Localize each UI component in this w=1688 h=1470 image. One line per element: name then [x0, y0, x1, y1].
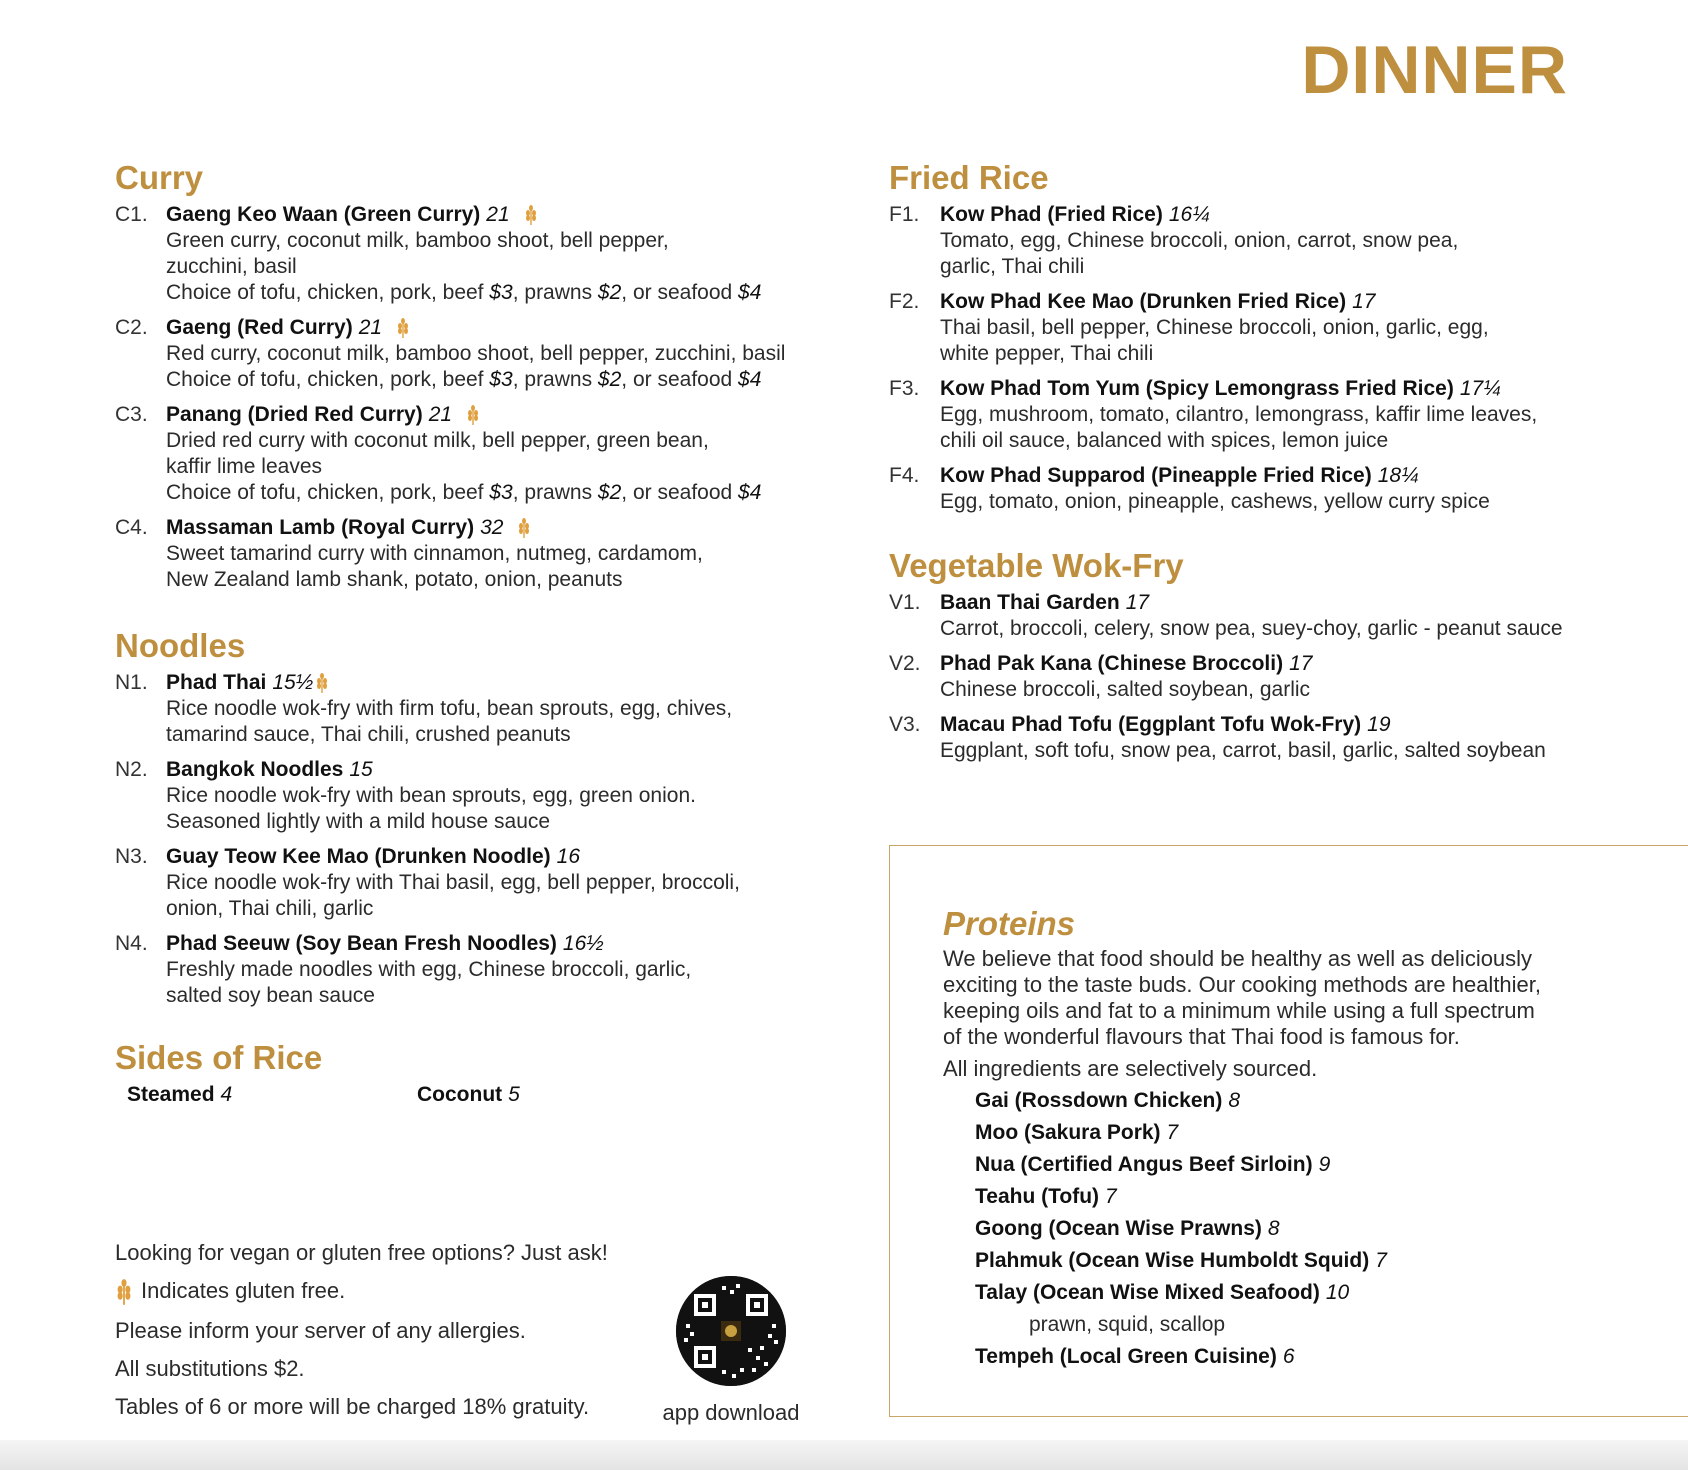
bottom-bar [0, 1440, 1688, 1470]
protein-item: Teahu (Tofu) 7 [975, 1185, 1117, 1208]
notes [115, 1240, 608, 1432]
menu-item [889, 651, 1649, 703]
menu-item [889, 712, 1649, 764]
item-description: zucchini, basil [166, 255, 297, 278]
item-code: V3. [889, 713, 921, 736]
sides-section [115, 1038, 855, 1108]
item-code: N2. [115, 758, 148, 781]
item-code: V2. [889, 652, 921, 675]
proteins-heading: Proteins [943, 905, 1076, 942]
item-price: 17 [1289, 652, 1313, 675]
page-title: DINNER [1301, 32, 1568, 108]
fried-rice-heading: Fried Rice [889, 159, 1049, 196]
item-description: Chinese broccoli, salted soybean, garlic [940, 678, 1311, 701]
item-name: Guay Teow Kee Mao (Drunken Noodle) [166, 845, 551, 868]
item-description: Rice noodle wok-fry with bean sprouts, egg, green onion. [166, 784, 696, 807]
item-price: 17¼ [1459, 377, 1501, 400]
item-price: 15 [349, 758, 373, 781]
protein-item: Talay (Ocean Wise Mixed Seafood) 10 [975, 1281, 1350, 1304]
app-download[interactable] [656, 1276, 806, 1426]
sides-heading: Sides of Rice [115, 1039, 323, 1076]
item-price: 19 [1367, 713, 1391, 736]
item-name: Macau Phad Tofu (Eggplant Tofu Wok-Fry) [940, 713, 1362, 736]
proteins-intro: We believe that food should be healthy as well as deliciously exciting to the taste buds. Our cooking methods are healthier, keeping oils and fat to a minimum while using a full spectrum of the wonderful flavours that Thai food is famous for. [943, 946, 1542, 1049]
item-choice: Choice of tofu, chicken, pork, beef $3, prawns $2, or seafood $4 [166, 368, 762, 391]
item-price: 18¼ [1377, 464, 1419, 487]
item-name: Phad Thai [166, 671, 267, 694]
menu-item [889, 202, 1609, 280]
item-name: Baan Thai Garden [940, 591, 1120, 614]
protein-list [975, 1088, 1583, 1370]
substitution-note: All substitutions $2. [115, 1356, 305, 1382]
item-description: onion, Thai chili, garlic [166, 897, 374, 920]
item-name: Massaman Lamb (Royal Curry) [166, 516, 475, 539]
item-description: Red curry, coconut milk, bamboo shoot, bell pepper, zucchini, basil [166, 342, 786, 365]
wheat-icon [396, 318, 410, 338]
vegetable-section [889, 546, 1649, 773]
side-item: Coconut 5 [417, 1083, 520, 1106]
item-name: Phad Seeuw (Soy Bean Fresh Noodles) [166, 932, 557, 955]
menu-item [115, 931, 855, 1009]
vegan-note: Looking for vegan or gluten free options? Just ask! [115, 1240, 608, 1265]
item-description: Tomato, egg, Chinese broccoli, onion, carrot, snow pea, [940, 229, 1459, 252]
menu-item [115, 515, 855, 593]
wheat-icon [115, 1278, 133, 1306]
item-description: Egg, mushroom, tomato, cilantro, lemongrass, kaffir lime leaves, [940, 403, 1538, 426]
proteins-sourcing: All ingredients are selectively sourced. [943, 1056, 1318, 1081]
menu-item [115, 202, 855, 306]
fried-rice-section [889, 158, 1609, 524]
item-description: Rice noodle wok-fry with Thai basil, egg, bell pepper, broccoli, [166, 871, 740, 894]
item-price: 21 [428, 403, 453, 426]
item-code: F1. [889, 203, 920, 226]
protein-item-detail: prawn, squid, scallop [1029, 1313, 1226, 1336]
item-code: F4. [889, 464, 920, 487]
item-description: salted soy bean sauce [166, 984, 375, 1007]
item-price: 32 [480, 516, 504, 539]
item-name: Panang (Dried Red Curry) [166, 403, 423, 426]
item-price: 16½ [562, 932, 604, 955]
item-name: Kow Phad Tom Yum (Spicy Lemongrass Fried Rice) [940, 377, 1454, 400]
item-price: 15½ [272, 671, 314, 694]
item-description: Seasoned lightly with a mild house sauce [166, 810, 551, 833]
item-description: white pepper, Thai chili [940, 342, 1154, 365]
item-description: Thai basil, bell pepper, Chinese broccoli, onion, garlic, egg, [940, 316, 1489, 339]
wheat-icon [524, 205, 538, 225]
item-price: 16 [556, 845, 581, 868]
vegetable-heading: Vegetable Wok-Fry [889, 547, 1184, 584]
item-name: Kow Phad Supparod (Pineapple Fried Rice) [940, 464, 1372, 487]
gratuity-note: Tables of 6 or more will be charged 18% gratuity. [115, 1394, 590, 1420]
wheat-icon [517, 518, 531, 538]
menu-item [115, 402, 855, 506]
item-description: Rice noodle wok-fry with firm tofu, bean sprouts, egg, chives, [166, 697, 733, 720]
item-name: Phad Pak Kana (Chinese Broccoli) [940, 652, 1284, 675]
item-price: 21 [358, 316, 383, 339]
menu-item [889, 590, 1649, 642]
side-item: Steamed 4 [127, 1083, 233, 1106]
item-description: Dried red curry with coconut milk, bell pepper, green bean, [166, 429, 709, 452]
allergy-note: Please inform your server of any allergies. [115, 1318, 526, 1344]
item-choice: Choice of tofu, chicken, pork, beef $3, prawns $2, or seafood $4 [166, 481, 762, 504]
item-price: 17 [1352, 290, 1376, 313]
item-name: Kow Phad Kee Mao (Drunken Fried Rice) [940, 290, 1347, 313]
protein-item: Gai (Rossdown Chicken) 8 [975, 1089, 1241, 1112]
item-code: V1. [889, 591, 921, 614]
item-description: Freshly made noodles with egg, Chinese broccoli, garlic, [166, 958, 692, 981]
item-choice: Choice of tofu, chicken, pork, beef $3, prawns $2, or seafood $4 [166, 281, 762, 304]
wheat-icon [466, 405, 480, 425]
menu-item [115, 757, 855, 835]
item-code: N4. [115, 932, 148, 955]
item-description: Sweet tamarind curry with cinnamon, nutmeg, cardamom, [166, 542, 703, 565]
app-download-caption: app download [662, 1400, 800, 1425]
menu-item [889, 376, 1609, 454]
noodles-heading: Noodles [115, 627, 246, 664]
noodles-section [115, 626, 855, 1018]
curry-heading: Curry [115, 159, 204, 196]
item-code: C3. [115, 403, 148, 426]
item-code: C4. [115, 516, 148, 539]
item-description: New Zealand lamb shank, potato, onion, peanuts [166, 568, 623, 591]
protein-item: Nua (Certified Angus Beef Sirloin) 9 [975, 1153, 1331, 1176]
item-name: Gaeng Keo Waan (Green Curry) [166, 203, 481, 226]
item-description: tamarind sauce, Thai chili, crushed peanuts [166, 723, 571, 746]
item-code: F3. [889, 377, 920, 400]
protein-item: Plahmuk (Ocean Wise Humboldt Squid) 7 [975, 1249, 1387, 1272]
item-description: Egg, tomato, onion, pineapple, cashews, yellow curry spice [940, 490, 1490, 513]
item-price: 21 [486, 203, 510, 226]
gluten-free-legend: Indicates gluten free. [115, 1278, 608, 1306]
item-name: Kow Phad (Fried Rice) [940, 203, 1163, 226]
curry-section [115, 158, 855, 602]
wheat-icon [315, 673, 329, 693]
item-code: N3. [115, 845, 148, 868]
item-name: Bangkok Noodles [166, 758, 344, 781]
item-description: Carrot, broccoli, celery, snow pea, suey-choy, garlic - peanut sauce [940, 617, 1563, 640]
item-price: 16¼ [1168, 203, 1210, 226]
item-code: C1. [115, 203, 148, 226]
menu-item [115, 315, 855, 393]
menu-item [889, 289, 1609, 367]
item-name: Gaeng (Red Curry) [166, 316, 353, 339]
item-description: chili oil sauce, balanced with spices, lemon juice [940, 429, 1389, 452]
proteins-box [889, 845, 1688, 1417]
item-description: kaffir lime leaves [166, 455, 323, 478]
item-code: C2. [115, 316, 148, 339]
item-description: garlic, Thai chili [940, 255, 1085, 278]
item-code: F2. [889, 290, 920, 313]
protein-item: Goong (Ocean Wise Prawns) 8 [975, 1217, 1280, 1240]
menu-item [115, 670, 855, 748]
menu-item [889, 463, 1609, 515]
qr-code-icon[interactable] [676, 1276, 786, 1386]
item-code: N1. [115, 671, 148, 694]
protein-item: Moo (Sakura Pork) 7 [975, 1121, 1179, 1144]
item-description: Green curry, coconut milk, bamboo shoot, bell pepper, [166, 229, 669, 252]
item-description: Eggplant, soft tofu, snow pea, carrot, basil, garlic, salted soybean [940, 739, 1546, 762]
protein-item: Tempeh (Local Green Cuisine) 6 [975, 1345, 1295, 1368]
menu-item [115, 844, 855, 922]
item-price: 17 [1125, 591, 1150, 614]
